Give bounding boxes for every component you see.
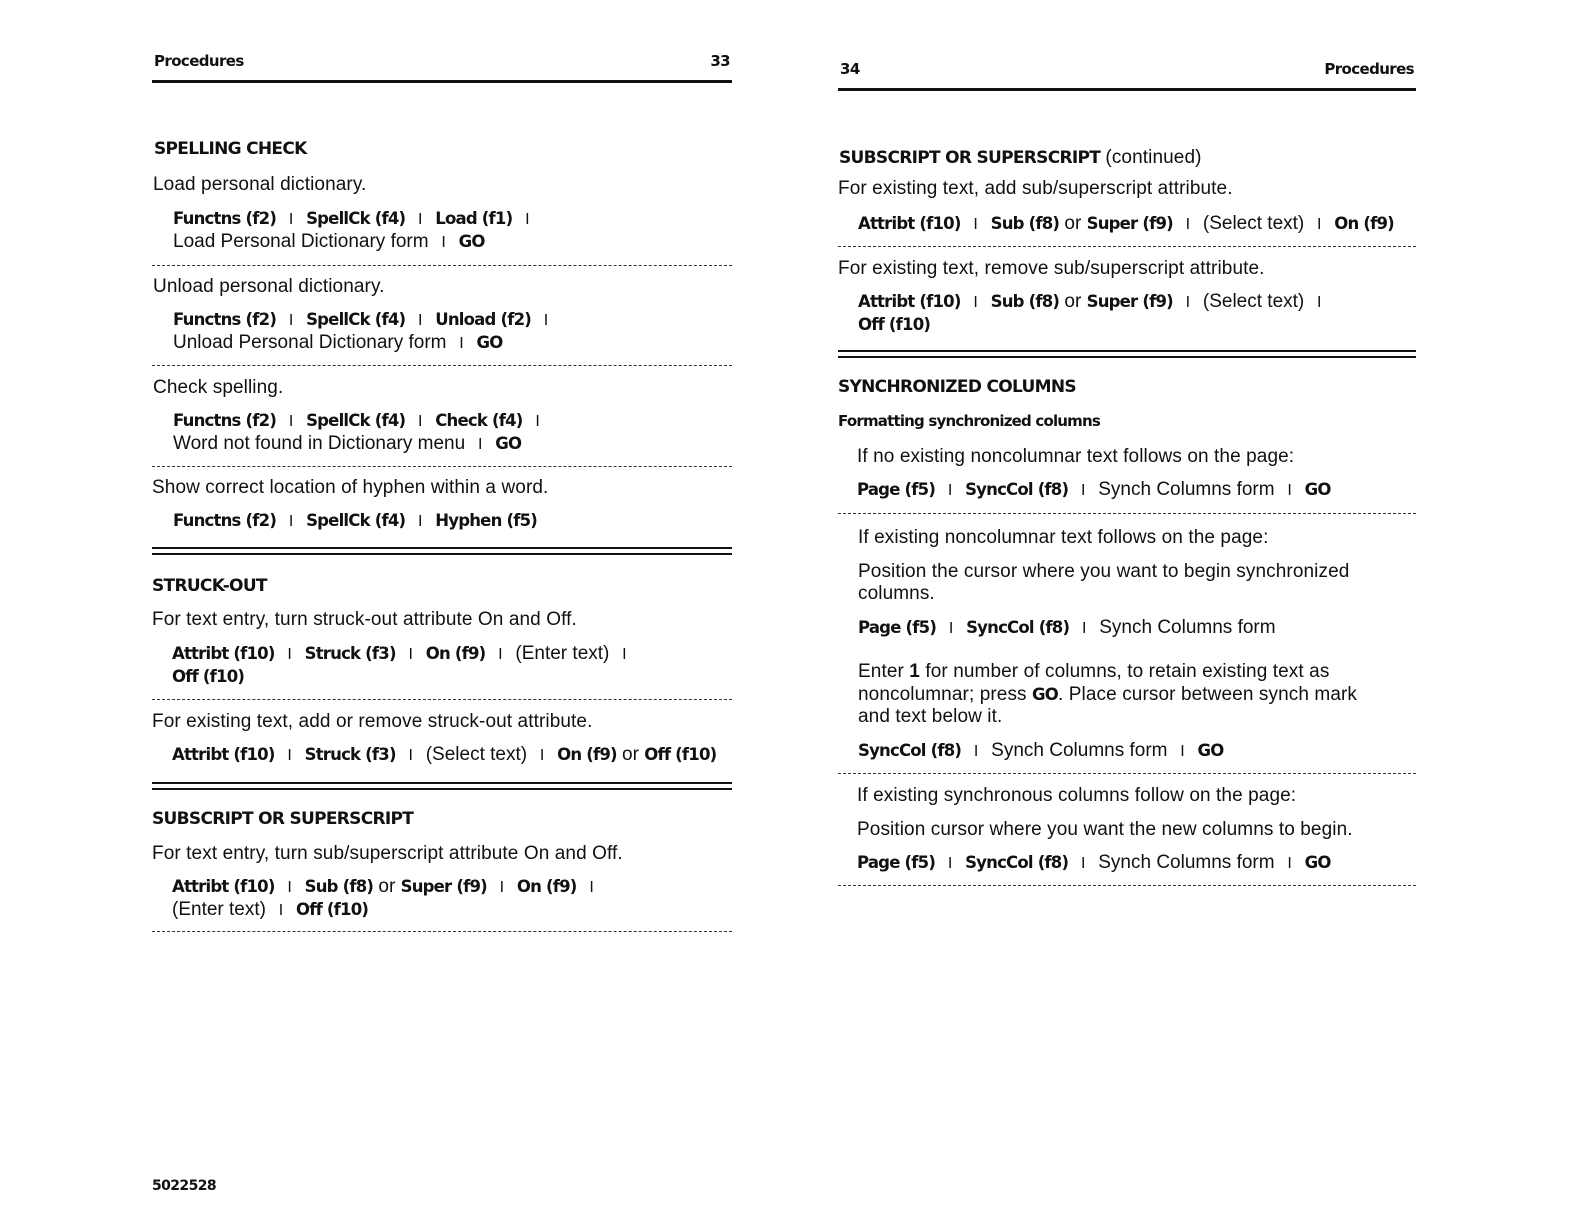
key: On (f9) bbox=[516, 877, 577, 896]
separator: I bbox=[418, 413, 423, 430]
key: SyncCol (f8) bbox=[858, 741, 962, 760]
section-rule bbox=[152, 547, 732, 555]
step-text: (Enter text) bbox=[515, 643, 610, 664]
separator: I bbox=[278, 902, 284, 919]
section-heading-struck-out: STRUCK-OUT bbox=[152, 576, 267, 596]
separator: I bbox=[287, 747, 292, 764]
section-rule bbox=[838, 350, 1416, 358]
form-name: Synch Columns form bbox=[1099, 617, 1276, 638]
sync-position-line2: columns. bbox=[858, 583, 935, 604]
separator: I bbox=[525, 211, 530, 228]
separator: I bbox=[418, 211, 423, 228]
key: GO bbox=[495, 434, 522, 453]
key: Off (f10) bbox=[644, 745, 717, 764]
key: Off (f10) bbox=[858, 315, 931, 334]
key: GO bbox=[1032, 685, 1059, 704]
text: Enter bbox=[858, 661, 910, 682]
separator: I bbox=[1180, 743, 1185, 760]
separator: I bbox=[288, 413, 294, 430]
separator: I bbox=[973, 743, 979, 760]
key: On (f9) bbox=[557, 745, 617, 764]
key: Page (f5) bbox=[857, 480, 936, 499]
dashed-divider bbox=[838, 513, 1416, 514]
sync-existing-keys bbox=[858, 617, 1276, 639]
key: Super (f9) bbox=[1086, 214, 1173, 233]
form-name: Synch Columns form bbox=[991, 740, 1168, 761]
key: Functns (f2) bbox=[173, 511, 277, 530]
key: SyncCol (f8) bbox=[966, 618, 1070, 637]
hyphen-desc: Show correct location of hyphen within a word. bbox=[152, 477, 549, 498]
page-number: 34 bbox=[840, 60, 860, 78]
sync-none-keys bbox=[857, 479, 1331, 501]
hyphen-keys bbox=[173, 510, 537, 532]
separator: I bbox=[1287, 855, 1292, 872]
step-text: (Select text) bbox=[1202, 291, 1305, 312]
separator: I bbox=[948, 620, 954, 637]
key: Off (f10) bbox=[295, 900, 369, 919]
unload-dictionary-keys bbox=[173, 309, 561, 331]
sync-none-desc: If no existing noncolumnar text follows on the page: bbox=[857, 446, 1295, 467]
sync-position-line1: Position the cursor where you want to begin synchronized bbox=[858, 561, 1350, 582]
heading-text: SUBSCRIPT OR SUPERSCRIPT bbox=[839, 148, 1101, 168]
dashed-divider bbox=[152, 931, 732, 932]
separator: I bbox=[408, 646, 413, 663]
separator: I bbox=[1185, 294, 1191, 311]
subsup-remove-keys-2 bbox=[858, 314, 930, 336]
key: Struck (f3) bbox=[304, 644, 396, 663]
key: SyncCol (f8) bbox=[965, 853, 1069, 872]
step-text: (Enter text) bbox=[172, 899, 266, 920]
key: Super (f9) bbox=[1086, 292, 1173, 311]
struck-entry-desc: For text entry, turn struck-out attribute On and Off. bbox=[152, 609, 577, 630]
key: GO bbox=[476, 333, 503, 352]
subsup-add-keys bbox=[858, 213, 1394, 235]
separator: I bbox=[1317, 216, 1322, 233]
separator: I bbox=[1081, 855, 1086, 872]
subsup-add-desc: For existing text, add sub/superscript attribute. bbox=[838, 178, 1233, 199]
separator: I bbox=[1185, 216, 1191, 233]
key: Attribt (f10) bbox=[172, 644, 275, 663]
step-text: (Select text) bbox=[425, 744, 528, 765]
right-page-header bbox=[838, 56, 1416, 91]
subsup-remove-keys bbox=[858, 291, 1334, 313]
dashed-divider bbox=[838, 885, 1416, 886]
check-spelling-keys-2 bbox=[173, 433, 521, 455]
key: SpellCk (f4) bbox=[306, 511, 406, 530]
separator: I bbox=[477, 436, 483, 453]
or-text: or bbox=[1064, 291, 1082, 312]
dashed-divider bbox=[838, 773, 1416, 774]
section-rule bbox=[152, 782, 732, 790]
key: Sub (f8) bbox=[990, 214, 1060, 233]
separator: I bbox=[288, 211, 294, 228]
page-number: 33 bbox=[710, 52, 730, 70]
sync-follow-keys bbox=[857, 852, 1331, 874]
dashed-divider bbox=[152, 699, 732, 700]
key: Struck (f3) bbox=[304, 745, 396, 764]
key: SpellCk (f4) bbox=[306, 310, 406, 329]
dashed-divider bbox=[838, 246, 1416, 247]
sync-follow-position: Position cursor where you want the new columns to begin. bbox=[857, 819, 1353, 840]
separator: I bbox=[1317, 294, 1322, 311]
footer-code: 5022528 bbox=[152, 1178, 216, 1194]
separator: I bbox=[1081, 482, 1086, 499]
left-page-header bbox=[152, 48, 732, 83]
separator: I bbox=[418, 513, 423, 530]
subsup-entry-keys bbox=[172, 876, 607, 898]
dashed-divider bbox=[152, 265, 732, 266]
form-name: Load Personal Dictionary form bbox=[173, 231, 429, 252]
check-spelling-keys bbox=[173, 410, 553, 432]
separator: I bbox=[973, 294, 978, 311]
struck-existing-desc: For existing text, add or remove struck-out attribute. bbox=[152, 711, 593, 732]
sync-enter-line3: and text below it. bbox=[858, 706, 1003, 727]
separator: I bbox=[499, 879, 505, 896]
key: Page (f5) bbox=[857, 853, 936, 872]
separator: I bbox=[408, 747, 413, 764]
form-name: Synch Columns form bbox=[1098, 479, 1275, 500]
key: Sub (f8) bbox=[304, 877, 374, 896]
subsup-remove-desc: For existing text, remove sub/superscript attribute. bbox=[838, 258, 1265, 279]
key: SyncCol (f8) bbox=[965, 480, 1069, 499]
separator: I bbox=[287, 646, 292, 663]
key: Attribt (f10) bbox=[172, 745, 275, 764]
load-dictionary-keys-2 bbox=[173, 231, 485, 253]
separator: I bbox=[622, 646, 627, 663]
dashed-divider bbox=[152, 365, 732, 366]
menu-name: Word not found in Dictionary menu bbox=[173, 433, 466, 454]
sync-existing-desc: If existing noncolumnar text follows on the page: bbox=[858, 527, 1269, 548]
header-title: Procedures bbox=[154, 52, 244, 70]
separator: I bbox=[1082, 620, 1087, 637]
key: GO bbox=[1304, 480, 1331, 499]
struck-entry-keys-2 bbox=[172, 666, 244, 688]
key: Attribt (f10) bbox=[172, 877, 275, 896]
separator: I bbox=[418, 312, 423, 329]
unload-dictionary-desc: Unload personal dictionary. bbox=[153, 276, 385, 297]
separator: I bbox=[589, 879, 594, 896]
step-text: (Select text) bbox=[1202, 213, 1305, 234]
separator: I bbox=[288, 312, 294, 329]
unload-dictionary-keys-2 bbox=[173, 332, 503, 354]
separator: I bbox=[543, 312, 549, 329]
key: GO bbox=[458, 232, 485, 251]
check-spelling-desc: Check spelling. bbox=[153, 377, 284, 398]
key: On (f9) bbox=[1334, 214, 1394, 233]
or-text: or bbox=[622, 744, 639, 765]
separator: I bbox=[441, 234, 446, 251]
load-dictionary-keys bbox=[173, 208, 542, 230]
form-name: Synch Columns form bbox=[1098, 852, 1275, 873]
text: for number of columns, to retain existing text as bbox=[919, 661, 1330, 682]
section-heading-spelling-check: SPELLING CHECK bbox=[154, 139, 307, 159]
key: Load (f1) bbox=[435, 209, 513, 228]
key: Attribt (f10) bbox=[858, 292, 961, 311]
section-heading-subscript-continued bbox=[839, 147, 1202, 169]
separator: I bbox=[287, 879, 292, 896]
key: GO bbox=[1197, 741, 1224, 760]
key: Super (f9) bbox=[400, 877, 487, 896]
section-heading-subscript: SUBSCRIPT OR SUPERSCRIPT bbox=[152, 809, 414, 829]
key: Functns (f2) bbox=[173, 411, 277, 430]
struck-entry-keys bbox=[172, 643, 639, 665]
subheading-formatting: Formatting synchronized columns bbox=[838, 412, 1101, 430]
subsup-entry-desc: For text entry, turn sub/superscript attribute On and Off. bbox=[152, 843, 623, 864]
struck-existing-keys bbox=[172, 744, 716, 766]
text: noncolumnar; press bbox=[858, 684, 1033, 705]
sync-follow-desc: If existing synchronous columns follow on the page: bbox=[857, 785, 1297, 806]
key: SpellCk (f4) bbox=[306, 209, 406, 228]
separator: I bbox=[1287, 482, 1292, 499]
key: Functns (f2) bbox=[173, 209, 277, 228]
sync-existing-keys-2 bbox=[858, 740, 1223, 762]
separator: I bbox=[973, 216, 978, 233]
separator: I bbox=[947, 855, 953, 872]
key: Hyphen (f5) bbox=[435, 511, 537, 530]
key: Attribt (f10) bbox=[858, 214, 961, 233]
key: Sub (f8) bbox=[990, 292, 1060, 311]
key: Check (f4) bbox=[435, 411, 523, 430]
separator: I bbox=[459, 335, 464, 352]
dashed-divider bbox=[152, 466, 732, 467]
key: On (f9) bbox=[425, 644, 486, 663]
header-title: Procedures bbox=[1324, 60, 1414, 78]
key: 1 bbox=[909, 661, 920, 682]
separator: I bbox=[498, 646, 503, 663]
sync-enter-line2 bbox=[858, 684, 1357, 706]
separator: I bbox=[288, 513, 294, 530]
key: GO bbox=[1304, 853, 1331, 872]
section-heading-synchronized-columns: SYNCHRONIZED COLUMNS bbox=[838, 377, 1076, 397]
key: Unload (f2) bbox=[435, 310, 532, 329]
key: SpellCk (f4) bbox=[306, 411, 406, 430]
text: . Place cursor between synch mark bbox=[1058, 684, 1358, 705]
separator: I bbox=[947, 482, 953, 499]
form-name: Unload Personal Dictionary form bbox=[173, 332, 447, 353]
subsup-entry-keys-2 bbox=[172, 899, 368, 921]
separator: I bbox=[535, 413, 540, 430]
sync-enter-line1 bbox=[858, 661, 1329, 683]
key: Functns (f2) bbox=[173, 310, 277, 329]
key: Off (f10) bbox=[172, 667, 245, 686]
or-text: or bbox=[378, 876, 396, 897]
load-dictionary-desc: Load personal dictionary. bbox=[153, 174, 367, 195]
key: Page (f5) bbox=[858, 618, 937, 637]
continued-label: (continued) bbox=[1105, 147, 1202, 168]
or-text: or bbox=[1064, 213, 1082, 234]
separator: I bbox=[539, 747, 545, 764]
